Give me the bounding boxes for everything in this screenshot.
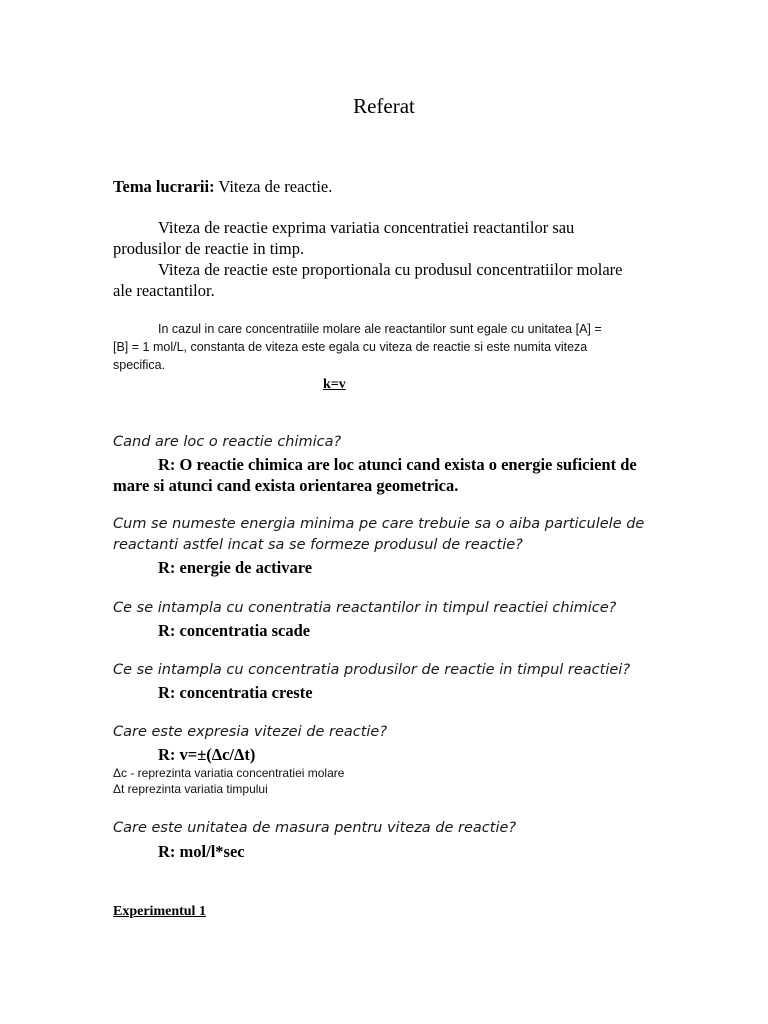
question-3: Ce se intampla cu conentratia reactantilor in timpul reactiei chimice? — [113, 600, 617, 616]
question-2-line1: Cum se numeste energia minima pe care trebuie sa o aiba particulele de — [113, 516, 645, 532]
answer-4: R: concentratia creste — [158, 683, 313, 702]
note-line3: specifica. — [113, 358, 166, 372]
note-line1: In cazul in care concentratiile molare ale reactantilor sunt egale cu unitatea [A] = — [158, 322, 602, 336]
answer-6: R: mol/l*sec — [158, 842, 245, 861]
answer-3: R: concentratia scade — [158, 621, 311, 640]
question-6: Care este unitatea de masura pentru viteza de reactie? — [113, 820, 517, 836]
experiment-heading: Experimentul 1 — [113, 904, 206, 919]
answer-1-line2: mare si atunci cand exista orientarea geometrica. — [113, 476, 459, 495]
formula-kv: k=v — [323, 377, 346, 392]
theme-label: Tema lucrarii: — [113, 177, 215, 196]
para2-line2: ale reactantilor. — [113, 281, 215, 300]
note-delta-c: Δc - reprezinta variatia concentratiei molare — [113, 766, 345, 780]
question-5: Care este expresia vitezei de reactie? — [113, 724, 388, 740]
note-line2: [B] = 1 mol/L, constanta de viteza este egala cu viteza de reactie si este numita viteza — [113, 340, 588, 354]
answer-5: R: v=±(Δc/Δt) — [158, 745, 256, 764]
answer-1-line1: R: O reactie chimica are loc atunci cand exista o energie suficient de — [158, 455, 637, 474]
note-delta-t: Δt reprezinta variatia timpului — [113, 782, 268, 796]
para1-line1: Viteza de reactie exprima variatia concentratiei reactantilor sau — [158, 218, 575, 237]
answer-2: R: energie de activare — [158, 558, 313, 577]
para2-line1: Viteza de reactie este proportionala cu produsul concentratiilor molare — [158, 260, 623, 279]
question-1: Cand are loc o reactie chimica? — [113, 434, 342, 450]
page-title: Referat — [353, 94, 415, 118]
para1-line2: produsilor de reactie in timp. — [113, 239, 305, 258]
question-2-line2: reactanti astfel incat sa se formeze produsul de reactie? — [113, 537, 523, 553]
question-4: Ce se intampla cu concentratia produsilor de reactie in timpul reactiei? — [113, 662, 631, 678]
theme-value: Viteza de reactie. — [214, 177, 333, 196]
theme-line — [113, 176, 332, 197]
